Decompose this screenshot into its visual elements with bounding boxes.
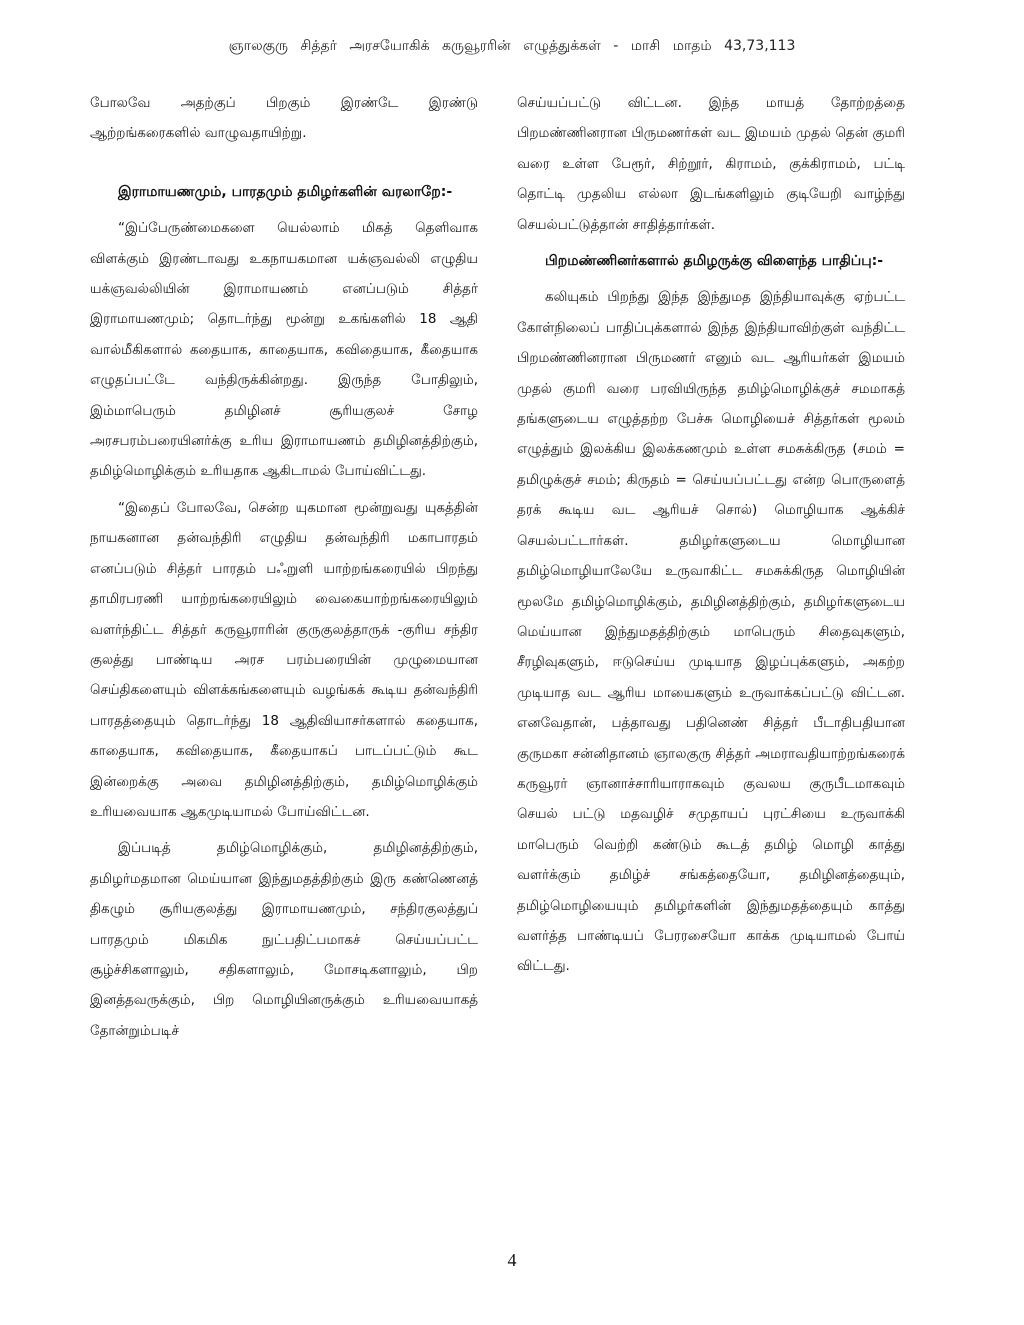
paragraph: இப்படித் தமிழ்மொழிக்கும், தமிழினத்திற்கும், தமிழர்மதமான மெய்யான இந்துமதத்திற்கும் இரு கண்ணெனத் திகழும் சூரியகுலத்து இராமாயணமும், சந்திரகுலத்துப் பாரதமும் மிகமிக நுட்பதிட்பமாகச் செய்யப்பட்ட சூழ்ச்சிகளாலும், சதிகளாலும், மோசடிகளாலும், பிற இனத்தவருக்கும், பிற மொழியினருக்கும் உரியவையாகத் தோன்றும்படிச் <box>90 840 478 1039</box>
paragraph: “இப்பேருண்மைகளை யெல்லாம் மிகத் தெளிவாக விளக்கும் இரண்டாவது உகநாயகமான யக்ஞவல்லி எழுதிய யக்ஞவல்லியின் இராமாயணம் எனப்படும் சித்தர் இராமாயணமும்; தொடர்ந்து மூன்று உகங்களில் 18 ஆதி வால்மீகிகளால் கதையாக, காதையாக, கவிதையாக, கீதையாக எழுதப்பட்டே வந்திருக்கின்றது. இருந்த போதிலும், இம்மாபெரும் தமிழினச் சூரியகுலச் சோழ அரசபரம்பரையினர்க்கு உரிய இராமாயணம் தமிழினத்திற்கும், தமிழ்மொழிக்கும் உரியதாக ஆகிடாமல் போய்விட்டது. <box>90 220 478 480</box>
paragraph: கலியுகம் பிறந்து இந்த இந்துமத இந்தியாவுக்கு ஏற்பட்ட கோள்நிலைப் பாதிப்புக்களால் இந்த இந்தியாவிற்குள் வந்திட்ட பிறமண்ணினரான பிருமணர் எனும் வட ஆரியர்கள் இமயம் முதல் குமரி வரை பரவியிருந்த தமிழ்மொழிக்குச் சமமாகத் தங்களுடைய எழுத்தற்ற பேச்சு மொழியைச் சித்தர்கள் மூலம் எழுத்தும் இலக்கிய இலக்கணமும் உள்ள சமசுக்கிருத (சமம் = தமிழுக்குச் சமம்; கிருதம் = செய்யப்பட்டது என்ற பொருளைத் தரக் கூடிய வட ஆரியச் சொல்) மொழியாக ஆக்கிச் செயல்பட்டார்கள். தமிழர்களுடைய மொழியான தமிழ்மொழியாலேயே உருவாகிட்ட சமசுக்கிருத மொழியின் மூலமே தமிழ்மொழிக்கும், தமிழினத்திற்கும், தமிழர்களுடைய மெய்யான இந்துமதத்திற்கும் மாபெரும் சிதைவுகளும், சீரழிவுகளும், ஈடுசெய்ய முடியாத இழப்புக்களும், அகற்ற முடியாத வட ஆரிய மாயைகளும் உருவாக்கப்பட்டு விட்டன. எனவேதான், பத்தாவது பதினெண் சித்தர் பீடாதிபதியான குருமகா சன்னிதானம் ஞாலகுரு சித்தர் அமராவதியாற்றங்கரைக் கருவூரர் ஞானாச்சாரியாராகவும் குவலய குருபீடமாகவும் செயல் பட்டு மதவழிச் சமுதாயப் புரட்சியை உருவாக்கி மாபெரும் வெற்றி கண்டும் கூடத் தமிழ் மொழி காத்து வளர்க்கும் தமிழ்ச் சங்கத்தையோ, தமிழினத்தையும், தமிழ்மொழியையும் தமிழர்களின் இந்துமதத்தையும் காத்து வளர்த்த பாண்டியப் பேரரசையோ காக்க முடியாமல் போய் விட்டது. <box>517 289 905 975</box>
section-heading: இராமாயணமும், பாரதமும் தமிழர்களின் வரலாறே:- <box>118 183 453 200</box>
page-header: ஞாலகுரு சித்தர் அரசயோகிக் கருவூரரின் எழுத்துக்கள் - மாசி மாதம் 43,73,113 <box>228 38 796 54</box>
paragraph: செய்யப்பட்டு விட்டன. இந்த மாயத் தோற்றத்தை பிறமண்ணினரான பிருமணர்கள் வட இமயம் முதல் தென் குமரி வரை உள்ள பேரூர், சிற்றூர், கிராமம், குக்கிராமம், பட்டி தொட்டி முதலிய எல்லா இடங்களிலும் குடியேறி வாழ்ந்து செயல்பட்டுத்தான் சாதித்தார்கள். <box>517 95 905 233</box>
left-column <box>90 88 478 1046</box>
section-heading: பிறமண்ணினர்களால் தமிழருக்கு விளைந்த பாதிப்பு:- <box>545 253 884 270</box>
page-number: 4 <box>507 1250 517 1270</box>
right-column <box>517 88 905 982</box>
paragraph: போலவே அதற்குப் பிறகும் இரண்டே இரண்டு ஆற்றங்கரைகளில் வாழுவதாயிற்று. <box>90 95 478 142</box>
paragraph: “இதைப் போலவே, சென்ற யுகமான மூன்றுவது யுகத்தின் நாயகனான தன்வந்திரி எழுதிய தன்வந்திரி மகாபாரதம் எனப்படும் சித்தர் பாரதம் பஃறுளி யாற்றங்கரையில் பிறந்து தாமிரபரணி யாற்றங்கரையிலும் வைகையாற்றங்கரையிலும் வளர்ந்திட்ட சித்தர் கருவூராரின் குருகுலத்தாருக் -குரிய சந்திர குலத்து பாண்டிய அரச பரம்பரையின் முழுமையான செய்திகளையும் விளக்கங்களையும் வழங்கக் கூடிய தன்வந்திரி பாரதத்தையும் தொடர்ந்து 18 ஆதிவியாசர்களால் கதையாக, காதையாக, கவிதையாக, கீதையாகப் பாடப்பட்டும் கூட இன்றைக்கு அவை தமிழினத்திற்கும், தமிழ்மொழிக்கும் உரியவையாக ஆகமுடியாமல் போய்விட்டன. <box>90 499 478 820</box>
